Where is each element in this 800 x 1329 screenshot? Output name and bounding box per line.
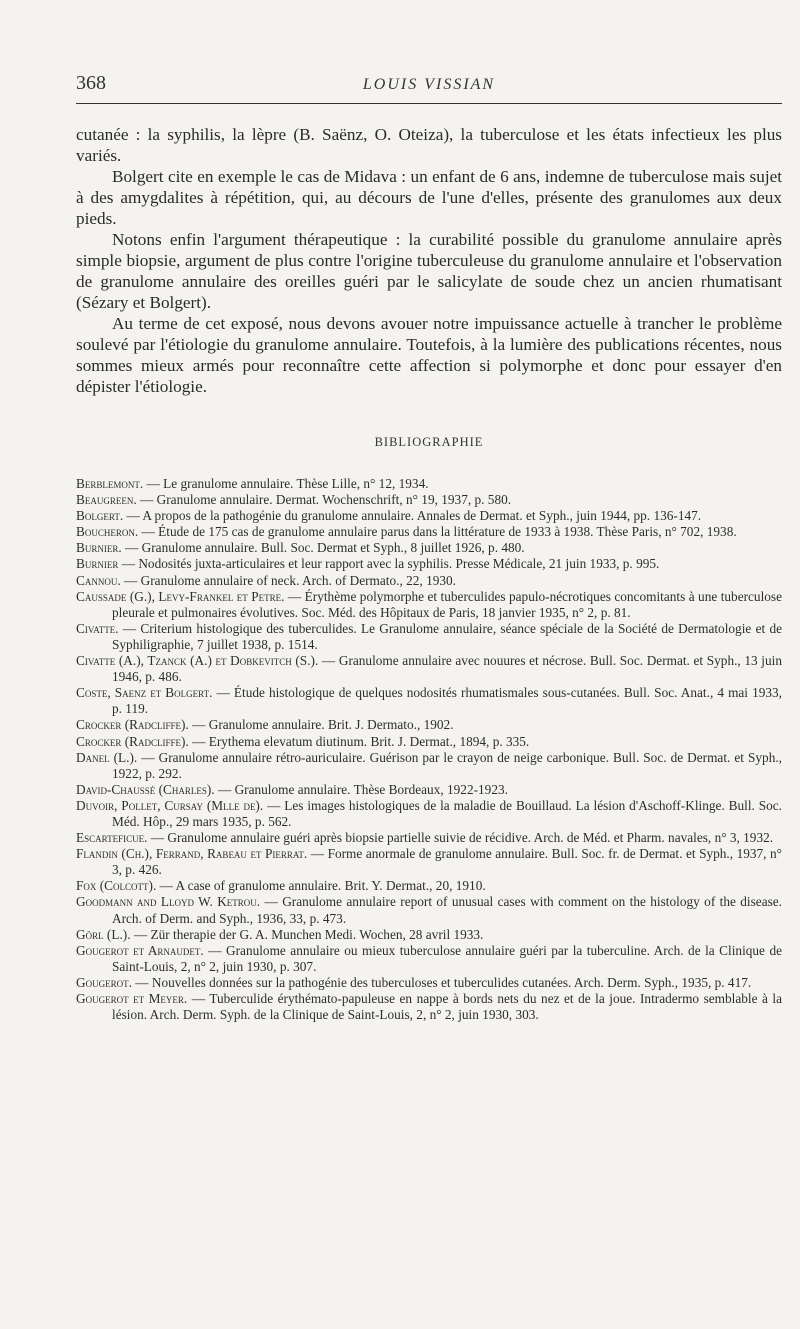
bibliography-entry	[76, 878, 782, 894]
bibliography-entry	[76, 476, 782, 492]
entry-author: Burnier	[76, 556, 119, 572]
entry-text: — Le granulome annulaire. Thèse Lille, n° 12, 1934.	[143, 476, 429, 491]
entry-text: — Granulome annulaire. Thèse Bordeaux, 1922-1923.	[214, 781, 508, 797]
bibliography-entry	[76, 830, 782, 846]
bibliography-entry	[76, 846, 782, 878]
entry-text: — Forme anormale de granulome annulaire. Bull. Soc. fr. de Dermat. et Syph., 1937, n° 3, p. 426.	[112, 846, 782, 878]
body-paragraph: Bolgert cite en exemple le cas de Midava : un enfant de 6 ans, indemne de tuberculose mais sujet à des amygdalites à répétition, qui, au décours de l'une d'elles, présente des granulomes aux deux pieds.	[76, 167, 782, 228]
bibliography-entry	[76, 927, 782, 943]
running-head: LOUIS VISSIAN	[362, 76, 496, 93]
bibliography-entry	[76, 653, 782, 685]
bibliography-entry	[76, 492, 782, 508]
entry-text: — Granulome annulaire report of unusual cases with comment on the histology of the disease. Arch. of Derm. and Syph., 1936, 33, p. 473.	[112, 894, 782, 926]
page-number: 368	[76, 72, 106, 94]
entry-author: Görl (L.).	[76, 926, 131, 942]
entry-text: — Granulome annulaire avec nouures et nécrose. Bull. Soc. Dermat. et Syph., 13 juin 1946, p. 486.	[112, 653, 782, 685]
entry-text: — Granulome annulaire of neck. Arch. of Dermato., 22, 1930.	[120, 572, 456, 588]
entry-author: Fox (Colcott).	[76, 878, 157, 894]
bibliography-entry	[76, 540, 782, 556]
bibliography-heading: BIBLIOGRAPHIE	[374, 435, 484, 449]
book-page	[76, 72, 782, 1023]
bibliography-entry	[76, 573, 782, 589]
entry-text: — Zür therapie der G. A. Munchen Medi. Wochen, 28 avril 1933.	[130, 926, 484, 942]
entry-author: Berblemont.	[76, 476, 144, 491]
body-paragraph: Au terme de cet exposé, nous devons avouer notre impuissance actuelle à trancher le problème soulevé par l'étiologie du granulome annulaire. Toutefois, à la lumière des publications récentes, nous sommes mieux armés pour reconnaître cette affection si polymorphe et donc pour essayer d'en dépister l'étiologie.	[76, 314, 782, 396]
bibliography-entry	[76, 524, 782, 540]
entry-author: Danel (L.).	[76, 749, 138, 765]
entry-author: Duvoir, Pollet, Cursay (Mlle de).	[76, 797, 264, 813]
entry-author: Flandin (Ch.), Ferrand, Rabeau et Pierrat.	[76, 846, 308, 862]
entry-text: — Erythema elevatum diutinum. Brit. J. Dermat., 1894, p. 335.	[188, 733, 530, 749]
bibliography-entry	[76, 750, 782, 782]
bibliography-entry	[76, 685, 782, 717]
bibliography-entry	[76, 798, 782, 830]
bibliography-entry	[76, 556, 782, 572]
body-text	[76, 124, 782, 397]
bibliography-entry	[76, 894, 782, 926]
bibliography-entry	[76, 717, 782, 733]
entry-author: Crocker (Radcliffe).	[76, 733, 189, 749]
entry-author: Gougerot et Meyer.	[76, 991, 188, 1006]
entry-text: — Érythème polymorphe et tuberculides papulo-nécrotiques concomitants à une tuberculose pleurale et pulmonaires évolutives. Soc. Méd. des Hôpitaux de Paris, 18 janvier 1935, n° 2, p. 81.	[112, 588, 782, 620]
bibliography-entry	[76, 991, 782, 1023]
bibliography-entry	[76, 943, 782, 975]
body-paragraph: cutanée : la syphilis, la lèpre (B. Saënz, O. Oteiza), la tuberculose et les états infectieux les plus variés.	[76, 125, 782, 165]
entry-text: — Granulome annulaire. Dermat. Wochenschrift, n° 19, 1937, p. 580.	[136, 492, 512, 508]
entry-text: — Tuberculide érythémato-papuleuse en nappe à bords nets du nez et de la joue. Intradermo semblable à la lésion. Arch. Derm. Syph. de la Clinique de Saint-Louis, 2, n° 2, juin 1930, 303.	[112, 991, 783, 1023]
entry-author: Beaugreen.	[76, 492, 137, 508]
entry-text: — A case of granulome annulaire. Brit. Y. Dermat., 20, 1910.	[156, 878, 486, 894]
entry-author: Civatte (A.), Tzanck (A.) et Dobkevitch (S.).	[76, 653, 319, 669]
entry-text: — Granulome annulaire rétro-auriculaire. Guérison par le crayon de neige carbonique. Bull. Soc. de Dermat. et Syph., 1922, p. 292.	[112, 749, 782, 781]
entry-text: — Granulome annulaire. Bull. Soc. Dermat et Syph., 8 juillet 1926, p. 480.	[121, 540, 525, 556]
entry-author: Cannou.	[76, 572, 121, 588]
body-paragraph: Notons enfin l'argument thérapeutique : la curabilité possible du granulome annulaire après simple biopsie, argument de plus contre l'origine tuberculeuse du granulome annulaire et l'observation de granulome annulaire des oreilles guéri par le salicylate de soude chez un ancien rhumatisant (Sézary et Bolgert).	[76, 230, 782, 312]
bibliography-entry	[76, 734, 782, 750]
bibliography-entry	[76, 589, 782, 621]
entry-text: — Étude histologique de quelques nodosités rhumatismales sous-cutanées. Bull. Soc. Anat., 4 mai 1933, p. 119.	[112, 685, 782, 717]
bibliography-entry	[76, 508, 782, 524]
entry-author: Caussade (G.), Levy-Frankel et Petre.	[76, 588, 285, 604]
bibliography-entry	[76, 621, 782, 653]
entry-text: — Granulome annulaire ou mieux tuberculose annulaire guéri par la tuberculine. Arch. de la Clinique de Saint-Louis, 2, n° 2, juin 1930, p. 307.	[112, 942, 782, 974]
bibliography-entry	[76, 975, 782, 991]
bibliography-entry	[76, 782, 782, 798]
entry-text: — Granulome annulaire guéri après biopsie partielle suivie de récidive. Arch. de Méd. et Pharm. navales, n° 3, 1932.	[147, 830, 774, 846]
entry-author: Gougerot.	[76, 974, 132, 990]
entry-text: — Étude de 175 cas de granulome annulaire parus dans la littérature de 1933 à 1938. Thèse Paris, n° 702, 1938.	[138, 524, 737, 540]
entry-text: — Nodosités juxta-articulaires et leur rapport avec la syphilis. Presse Médicale, 21 juin 1933, p. 995.	[118, 556, 660, 572]
entry-author: Crocker (Radcliffe).	[76, 717, 189, 733]
entry-author: Gougerot et Arnaudet.	[76, 942, 204, 958]
entry-author: Escarteficue.	[76, 830, 148, 846]
page-header	[76, 72, 782, 104]
entry-text: — Les images histologiques de la maladie de Bouillaud. La lésion d'Aschoff-Klinge. Bull. Soc. Méd. Hôp., 29 mars 1935, p. 562.	[112, 797, 782, 829]
entry-author: Civatte.	[76, 620, 119, 636]
entry-text: — A propos de la pathogénie du granulome annulaire. Annales de Dermat. et Syph., juin 1944, pp. 136-147.	[123, 508, 702, 524]
entry-text: — Nouvelles données sur la pathogénie des tuberculoses et tuberculides cutanées. Arch. Derm. Syph., 1935, p. 417.	[131, 974, 752, 990]
entry-author: David-Chaussé (Charles).	[76, 781, 215, 797]
entry-author: Boucheron.	[76, 524, 139, 540]
entry-author: Bolgert.	[76, 508, 124, 524]
entry-text: — Criterium histologique des tuberculides. Le Granulome annulaire, séance spéciale de la Société de Dermatologie et de Syphiligraphie, 7 juillet 1938, p. 1514.	[112, 620, 782, 652]
entry-text: — Granulome annulaire. Brit. J. Dermato., 1902.	[188, 717, 454, 733]
bibliography-list	[76, 476, 782, 1023]
entry-author: Burnier.	[76, 540, 122, 556]
entry-author: Coste, Saenz et Bolgert.	[76, 685, 213, 701]
entry-author: Goodmann and Lloyd W. Ketrou.	[76, 894, 261, 910]
